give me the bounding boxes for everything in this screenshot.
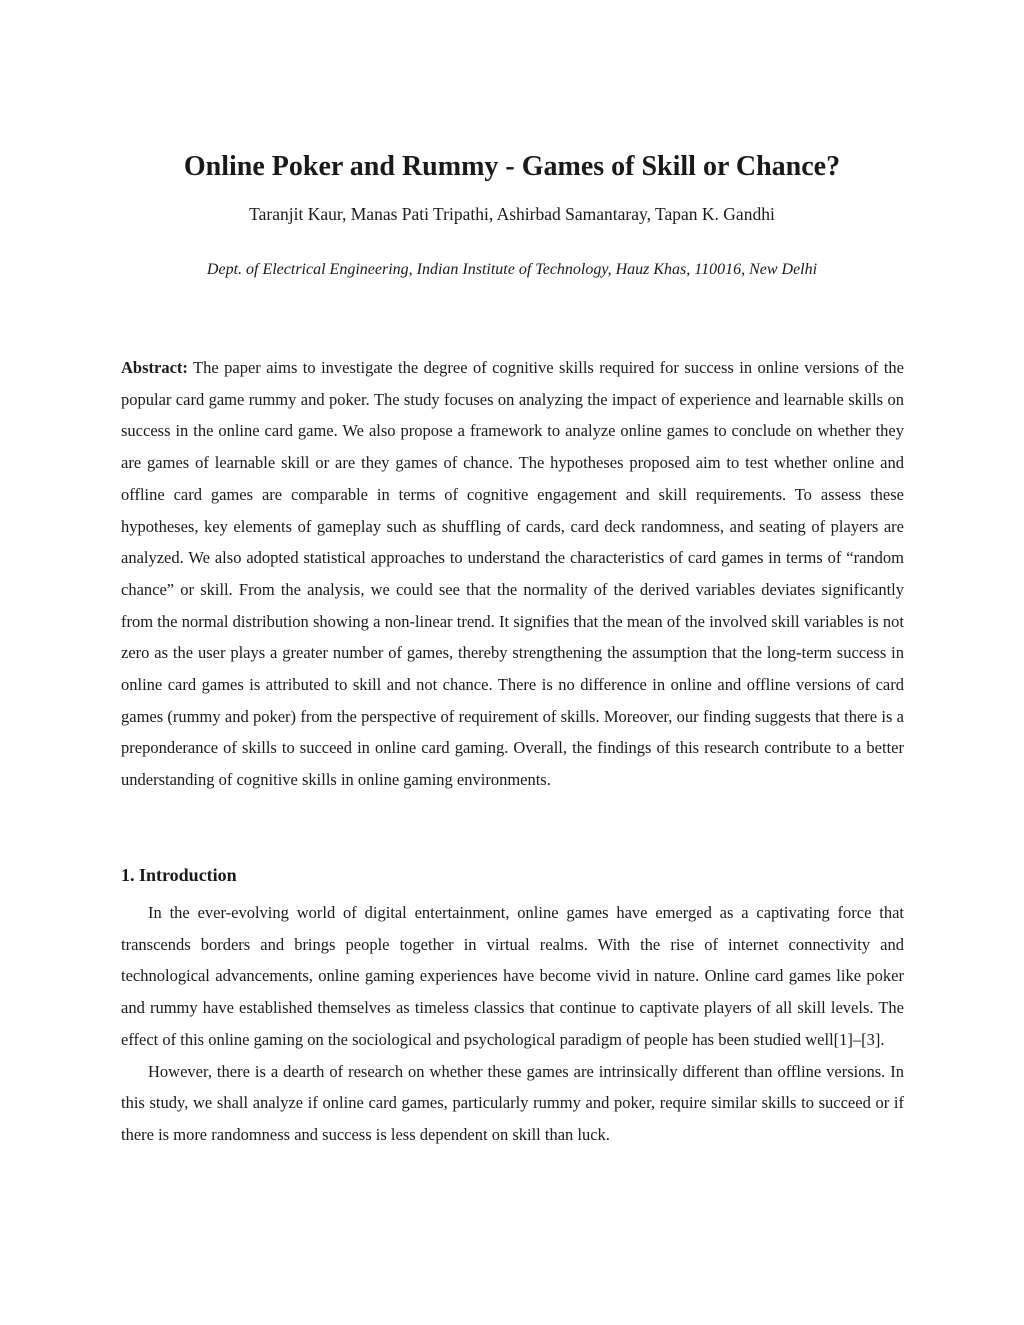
intro-paragraph: In the ever-evolving world of digital entertainment, online games have emerged as a captivating force that transcends borders and brings people together in virtual realms. With the rise of internet connectivity and technological advancements, online gaming experiences have become vivid in nature. Online card games like poker and rummy have established themselves as timeless classics that continue to captivate players of all skill levels. The effect of this online gaming on the sociological and psychological paradigm of people has been studied well[1]–[3]. [121, 903, 904, 1049]
affiliation: Dept. of Electrical Engineering, Indian Institute of Technology, Hauz Khas, 110016, New Delhi [206, 261, 818, 278]
intro-paragraph: However, there is a dearth of research on whether these games are intrinsically different than offline versions. In this study, we shall analyze if online card games, particularly rummy and poker, require similar skills to succeed or if there is more randomness and success is less dependent on skill than luck. [121, 1061, 904, 1144]
abstract-label: Abstract: [121, 358, 188, 377]
section-heading-introduction: 1. Introduction [121, 865, 237, 885]
author-list: Taranjit Kaur, Manas Pati Tripathi, Ashirbad Samantaray, Tapan K. Gandhi [249, 204, 775, 224]
abstract-text: The paper aims to investigate the degree of cognitive skills required for success in online versions of the popular card game rummy and poker. The study focuses on analyzing the impact of experience and learnable skills on success in the online card game. We also propose a framework to analyze online games to conclude on whether they are games of learnable skill or are they games of chance. The hypotheses proposed aim to test whether online and offline card games are comparable in terms of cognitive engagement and skill requirements. To assess these hypotheses, key elements of gameplay such as shuffling of cards, card deck randomness, and seating of players are analyzed. We also adopted statistical approaches to understand the characteristics of card games in terms of “random chance” or skill. From the analysis, we could see that the normality of the derived variables deviates significantly from the normal distribution showing a non-linear trend. It signifies that the mean of the involved skill variables is not zero as the user plays a greater number of games, thereby strengthening the assumption that the long-term success in online card games is attributed to skill and not chance. There is no difference in online and offline versions of card games (rummy and poker) from the perspective of requirement of skills. Moreover, our finding suggests that there is a preponderance of skills to succeed in online card gaming. Overall, the findings of this research contribute to a better understanding of cognitive skills in online gaming environments. [121, 358, 904, 790]
abstract [121, 352, 904, 796]
introduction-body [121, 897, 904, 1151]
paper-title: Online Poker and Rummy - Games of Skill or Chance? [183, 150, 841, 182]
